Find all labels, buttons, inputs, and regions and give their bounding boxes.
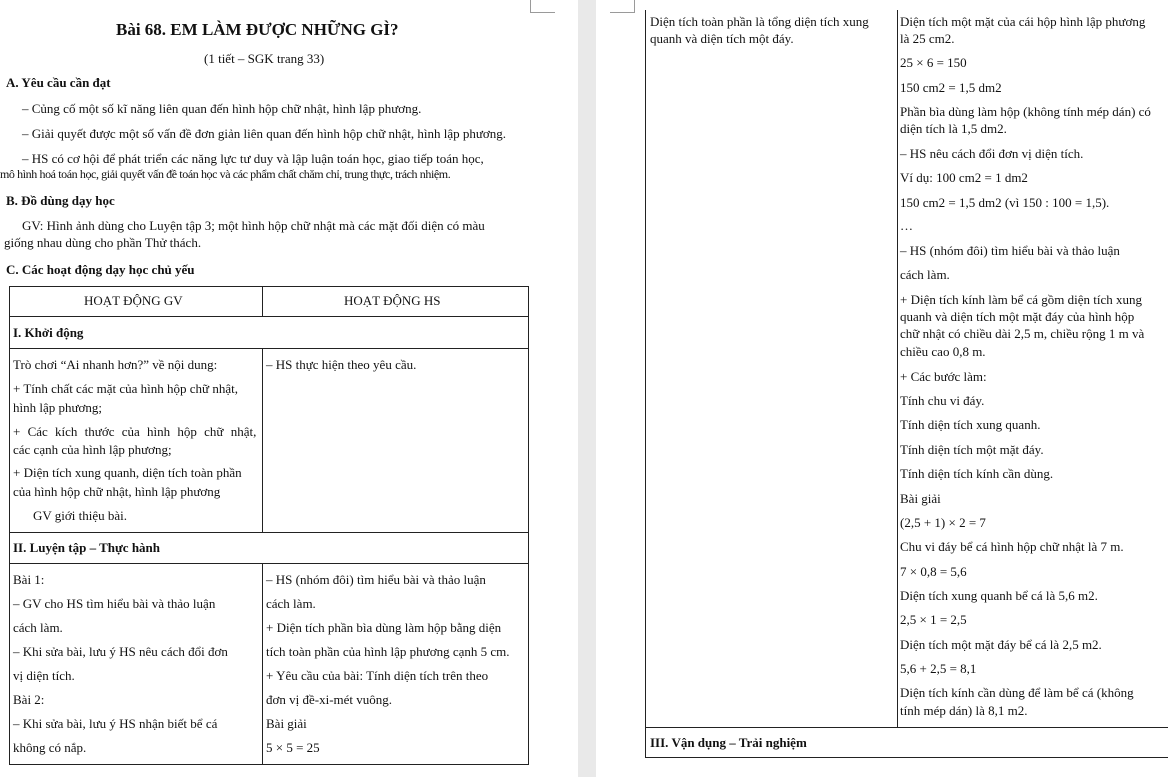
table-cell-line: diện tích là 1,5 dm2. <box>900 121 1007 136</box>
table-cell-line: + Diện tích kính làm bể cá gồm diện tích xung <box>900 292 1142 307</box>
table-cell-line: quanh và diện tích một mặt đáy của hình hộp <box>900 309 1135 324</box>
table-cell-line: (2,5 + 1) × 2 = 7 <box>900 515 986 530</box>
table-cell-line: của hình hộp chữ nhật, hình lập phương <box>13 484 221 499</box>
table-cell-line: – HS (nhóm đôi) tìm hiểu bài và thảo luận <box>266 572 486 587</box>
table-cell-line: 150 cm2 = 1,5 dm2 (vì 150 : 100 = 1,5). <box>900 195 1110 210</box>
table-cell-line: hình lập phương; <box>13 400 103 415</box>
table-cell-line: các cạnh của hình lập phương; <box>13 442 172 457</box>
table-cell-line: tính mép dán) là 8,1 m2. <box>900 703 1028 718</box>
table-cell-line: Trò chơi “Ai nhanh hơn?” về nội dung: <box>13 357 218 372</box>
section-a-line: – Củng cố một số kĩ năng liên quan đến hình hộp chữ nhật, hình lập phương. <box>22 101 422 116</box>
table-cell-line: 7 × 0,8 = 5,6 <box>900 564 967 579</box>
document-page-2 <box>596 0 1168 777</box>
table-cell-line: 5 × 5 = 25 <box>266 740 320 755</box>
table-cell-line: 150 cm2 = 1,5 dm2 <box>900 80 1002 95</box>
table-cell-line: cách làm. <box>900 267 950 282</box>
table-cell-line: Bài giải <box>900 491 941 506</box>
table-cell-line: … <box>900 218 913 233</box>
table-cell-line: 5,6 + 2,5 = 8,1 <box>900 661 977 676</box>
table-cell-line: + Các bước làm: <box>900 369 987 384</box>
table-cell-line: đơn vị đề-xi-mét vuông. <box>266 692 393 707</box>
table-cell-line: Tính chu vi đáy. <box>900 393 985 408</box>
section-a-line: – Giải quyết được một số vấn đề đơn giản liên quan đến hình hộp chữ nhật, hình lập phương. <box>22 126 507 141</box>
section-b-line: giống nhau dùng cho phần Thử thách. <box>4 235 202 250</box>
table-cell-line: chiều cao 0,8 m. <box>900 344 986 359</box>
page-corner-mark <box>610 0 635 13</box>
table-cell-line: Diện tích một mặt của cái hộp hình lập phương <box>900 14 1146 29</box>
table-cell-line: – HS (nhóm đôi) tìm hiểu bài và thảo luận <box>900 243 1120 258</box>
table-cell-line: – HS nêu cách đổi đơn vị diện tích. <box>900 146 1084 161</box>
table-cell-line: + Các kích thước của hình hộp chữ nhật, <box>13 424 257 439</box>
table-cell-line: Diện tích toàn phần là tổng diện tích xung <box>650 14 869 29</box>
table-cell-line: là 25 cm2. <box>900 31 955 46</box>
table-cell-line: Diện tích xung quanh bể cá là 5,6 m2. <box>900 588 1098 603</box>
table-cell-line: Bài 1: <box>13 572 45 587</box>
section-heading-luyen-tap: II. Luyện tập – Thực hành <box>13 540 161 555</box>
table-cell-line: Tính diện tích kính cần dùng. <box>900 466 1054 481</box>
section-a-line: mô hình hoá toán học, giải quyết vấn đề toán học và các phẩm chất chăm chỉ, trung thực, trách nhiệm. <box>0 167 451 181</box>
table-cell-line: cách làm. <box>13 620 63 635</box>
table-cell-line: tích toàn phần của hình lập phương cạnh 5 cm. <box>266 644 510 659</box>
section-heading-van-dung: III. Vận dụng – Trải nghiệm <box>650 735 807 750</box>
table-cell-line: GV giới thiệu bài. <box>33 508 128 523</box>
table-cell-line: cách làm. <box>266 596 316 611</box>
column-header-hs: HOẠT ĐỘNG HS <box>344 293 441 308</box>
lesson-title: Bài 68. EM LÀM ĐƯỢC NHỮNG GÌ? <box>116 20 399 39</box>
table-cell-line: chữ nhật có chiều dài 2,5 m, chiều rộng 1 m và <box>900 326 1145 341</box>
table-cell-line: Diện tích kính cần dùng để làm bể cá (không <box>900 685 1134 700</box>
table-cell-line: Bài giải <box>266 716 307 731</box>
lesson-subtitle: (1 tiết – SGK trang 33) <box>204 51 325 66</box>
table-cell-line: 2,5 × 1 = 2,5 <box>900 612 967 627</box>
table-cell-line: vị diện tích. <box>13 668 75 683</box>
table-cell-line: – GV cho HS tìm hiểu bài và thảo luận <box>13 596 216 611</box>
section-c-heading: C. Các hoạt động dạy học chủ yếu <box>6 262 195 277</box>
table-cell-line: + Diện tích phần bìa dùng làm hộp bằng diện <box>266 620 502 635</box>
table-cell-line: Chu vi đáy bể cá hình hộp chữ nhật là 7 m. <box>900 539 1124 554</box>
table-cell-line: quanh và diện tích một đáy. <box>650 31 794 46</box>
table-cell-line: 25 × 6 = 150 <box>900 55 967 70</box>
table-cell-line: – Khi sửa bài, lưu ý HS nêu cách đổi đơn <box>13 644 228 659</box>
table-cell-line: + Diện tích xung quanh, diện tích toàn phần <box>13 465 242 480</box>
column-header-gv: HOẠT ĐỘNG GV <box>84 293 183 308</box>
table-cell-line: – Khi sửa bài, lưu ý HS nhận biết bể cá <box>13 716 218 731</box>
section-heading-khoi-dong: I. Khởi động <box>13 325 84 340</box>
table-cell-line: Phần bìa dùng làm hộp (không tính mép dán) có <box>900 104 1151 119</box>
table-cell-line: không có nắp. <box>13 740 87 755</box>
table-cell-line: + Tính chất các mặt của hình hộp chữ nhật, <box>13 381 238 396</box>
table-cell-line: + Yêu cầu của bài: Tính diện tích trên theo <box>266 668 489 683</box>
table-cell-line: Tính diện tích một mặt đáy. <box>900 442 1044 457</box>
table-cell-line: Bài 2: <box>13 692 45 707</box>
section-a-line: – HS có cơ hội để phát triển các năng lực tư duy và lập luận toán học, giao tiếp toán học, <box>22 151 484 166</box>
table-cell-line: Ví dụ: 100 cm2 = 1 dm2 <box>900 170 1028 185</box>
page-corner-mark <box>530 0 555 13</box>
document-page-1 <box>0 0 578 777</box>
table-cell-line: – HS thực hiện theo yêu cầu. <box>266 357 417 372</box>
section-b-heading: B. Đồ dùng dạy học <box>6 193 115 208</box>
section-a-heading: A. Yêu cầu cần đạt <box>6 75 111 90</box>
table-cell-line: Diện tích một mặt đáy bể cá là 2,5 m2. <box>900 637 1102 652</box>
section-b-line: GV: Hình ảnh dùng cho Luyện tập 3; một hình hộp chữ nhật mà các mặt đối diện có màu <box>22 218 485 233</box>
table-cell-line: Tính diện tích xung quanh. <box>900 417 1041 432</box>
